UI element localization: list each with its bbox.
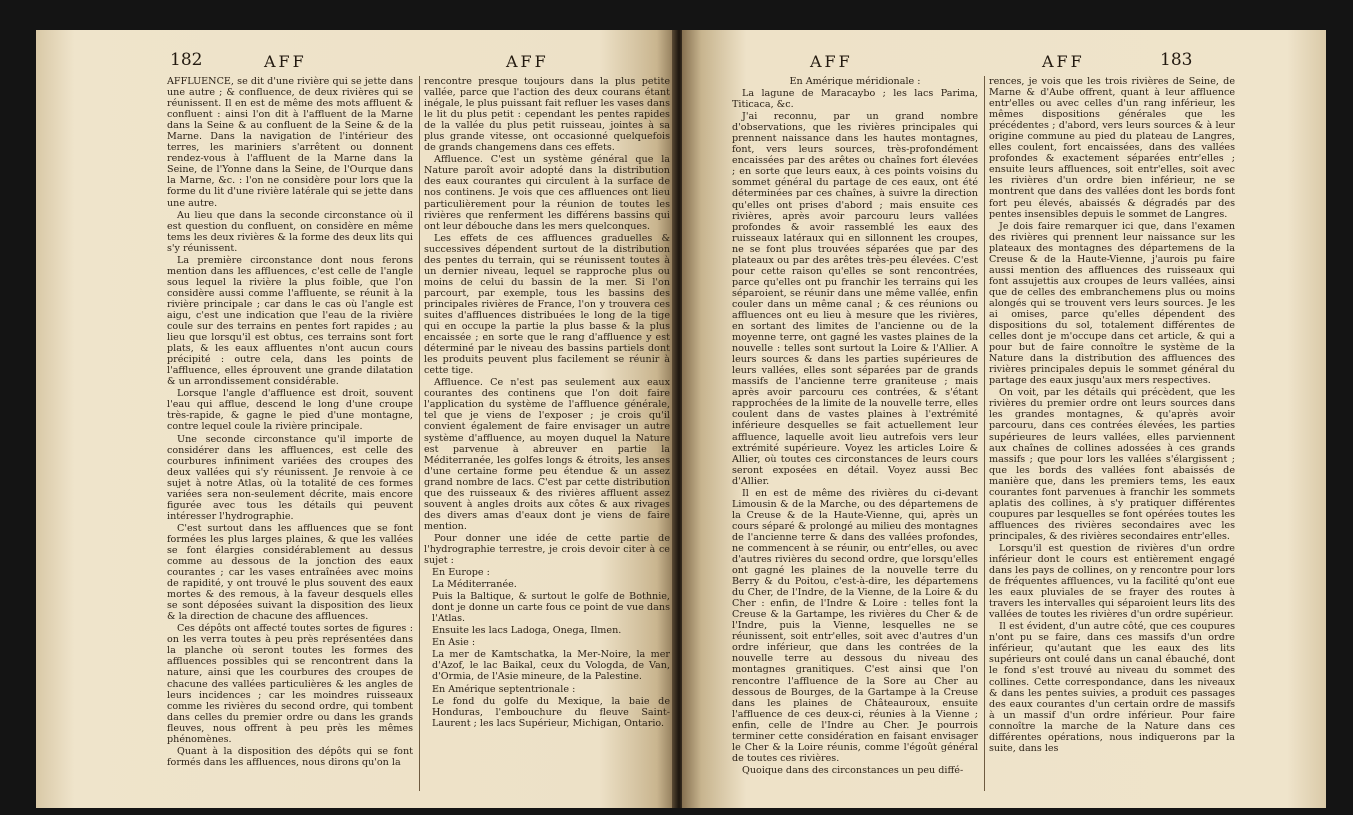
- left-page-column-1: [167, 76, 413, 769]
- running-head-left: AFF: [264, 52, 307, 71]
- paragraph: Quant à la disposition des dépôts qui se font formés dans les affluences, nous dirons qu'on la: [167, 745, 413, 768]
- paragraph: Affluence. C'est un système général que la Nature paroît avoir adopté dans la distribution des eaux courantes qui circulent à la surface de nos continens. Je vois que ces affluences ont lieu particulièrement pour la réunion de toutes les rivières que renferment les différens bassins qui ont leur débouche dans les mers quelconques.: [424, 154, 670, 232]
- paragraph: rencontre presque toujours dans la plus petite vallée, parce que l'action des deux courans étant inégale, le plus puissant fait refluer les vases dans le lit du plus petit : cependant les pentes rapides de la vallée du plus petit ruisseau, jointes à sa plus grande vitesse, ont occasionné quelquefois de grands changemens dans ces effets.: [424, 76, 670, 154]
- paragraph: Pour donner une idée de cette partie de l'hydrographie terrestre, je crois devoir citer à ce sujet :: [424, 532, 670, 567]
- column-rule: [984, 76, 985, 791]
- paragraph: Je dois faire remarquer ici que, dans l'examen des rivières qui prennent leur naissance sur les plateaux des montagnes des départemens de la Creuse & de la Haute-Vienne, j'aurois pu faire aussi mention des affluences des ruisseaux qui font assujettis aux croupes de leurs vallées, ainsi que de celles des embranchemens plus ou moins alongés qui se trouvent vers leurs sources. Je les ai omises, parce qu'elles dépendent des dispositions du sol, totalement différentes de celles dont je m'occupe dans cet article, & qui a pour but de faire connoître le système de la Nature dans la distribution des affluences des rivières principales depuis le sommet général du partage des eaux jusqu'aux mers respectives.: [989, 220, 1235, 387]
- paragraph: J'ai reconnu, par un grand nombre d'observations, que les rivières principales qui prennent naissance dans les hautes montagnes, font, vers leurs sources, très-profondément encaissées par des arêtes ou chaînes fort élevées ; en sorte que leurs eaux, à ces points voisins du sommet général du partage de ces eaux, ont été déterminées par ces chaînes, à suivre la direction qu'elles ont prises d'abord ; mais ensuite ces rivières, après avoir parcouru leurs vallées profondes & avoir rassemblé les eaux des ruisseaux latéraux qui en sillonnent les croupes, ne se font plus trouvées séparées que par des plateaux ou par des arêtes très-peu élevées. C'est pour cette raison qu'elles se sont rencontrées, parce qu'elles ont pu franchir les terrains qui les séparoient, se réunir dans une même vallée, enfin couler dans un même canal ; & ces réunions ou affluences ont eu lieu à mesure que les rivières, en sortant des limites de l'ancienne ou de la moyenne terre, ont gagné les vastes plaines de la nouvelle : telles sont surtout la Loire & l'Allier. A leurs sources & dans les parties supérieures de leurs vallées, elles sont séparées par de grands massifs de l'ancienne terre graniteuse ; mais après avoir parcouru ces contrées, & s'étant rapprochées de la limite de la nouvelle terre, elles coulent dans de vastes plaines à l'extrémité inférieure desquelles se fait actuellement leur affluence, laquelle avoit lieu autrefois vers leur extrémité supérieure. Voyez les articles Loire & Allier, où toutes ces circonstances de leurs cours seront exposées en détail. Voyez aussi Bec d'Allier.: [732, 111, 978, 487]
- list-item: Puis la Baltique, & surtout le golfe de Bothnie, dont je donne un carte fous ce point de vue dans l'Atlas.: [432, 591, 670, 625]
- paragraph: Ces dépôts ont affecté toutes sortes de figures : on les verra toutes à peu près représentées dans la planche où seront toutes les formes des affluences possibles qui se rencontrent dans la nature, ainsi que les courbures des croupes de chacune des vallées particulières & les angles de leurs incidences ; car les moindres ruisseaux comme les rivières du second ordre, qui tombent dans celles du premier ordre ou dans les grands fleuves, nous offrent à peu près les mêmes phénomènes.: [167, 623, 413, 745]
- paragraph: C'est surtout dans les affluences que se font formées les plus larges plaines, & que les vallées se font élargies considérablement au dessus comme au dessous de la jonction des eaux courantes ; car les vases entraînées avec moins de rapidité, y ont trouvé le plus souvent des eaux mortes & des remous, à la faveur desquels elles se sont déposées suivant la disposition des lieux & la direction de chacune des affluences.: [167, 522, 413, 623]
- paragraph: La lagune de Maracaybo ; les lacs Parima, Titicaca, &c.: [732, 88, 978, 111]
- paragraph: Au lieu que dans la seconde circonstance où il est question du confluent, on considère en même tems les deux rivières & la forme des deux lits qui s'y réunissent.: [167, 209, 413, 254]
- left-page-column-2: [424, 76, 670, 730]
- list-heading: En Asie :: [432, 637, 476, 649]
- list-item: La Méditerranée.: [432, 579, 517, 591]
- right-page-column-2: [989, 76, 1235, 755]
- paragraph: Il en est de même des rivières du ci-devant Limousin & de la Marche, ou des départemens de la Creuse & de la Haute-Vienne, qui, après un cours séparé & prolongé au milieu des montagnes de l'ancienne terre & dans des vallées profondes, ne commencent à se réunir, ou entr'elles, ou avec d'autres rivières du second ordre, que lorsqu'elles ont gagné les plaines de la nouvelle terre du Berry & du Poitou, c'est-à-dire, les départemens du Cher, de l'Indre, de la Vienne, de la Loire & du Cher : enfin, de l'Indre & Loire : telles font la Creuse & la Gartampe, les rivières du Cher & de l'Indre, puis la Vienne, lesquelles ne se réunissent, soit entr'elles, soit avec d'autres d'un ordre inférieur, que dans les contrées de la nouvelle terre au dessous du niveau des montagnes granitiques. C'est ainsi que l'on rencontre l'affluence de la Sore au Cher au dessous de Bourges, de la Gartampe à la Creuse dans les plaines de Châteauroux, ensuite l'affluence de ces deux-ci, réunies à la Vienne ; enfin, celle de l'Indre au Cher. Je pourrois terminer cette considération en faisant envisager le Cher & la Loire réunis, comme l'égoût général de toutes ces rivières.: [732, 487, 978, 764]
- paragraph: rences, je vois que les trois rivières de Seine, de Marne & d'Aube offrent, quant à leur affluence entr'elles ou avec celles d'un rang inférieur, les mêmes dispositions générales que les précédentes ; d'abord, vers leurs sources & à leur origine commune au pied du plateau de Langres, elles coulent, fort encaissées, dans des vallées profondes & exactement séparées entr'elles ; ensuite leurs affluences, soit entr'elles, soit avec les rivières d'un ordre bien inférieur, ne se montrent que dans des vallées dont les bords font fort peu élevés, abaissés & dégradés par des pentes insensibles depuis le sommet de Langres.: [989, 76, 1235, 220]
- list-heading: En Amérique septentrionale :: [432, 683, 576, 695]
- paragraph: Il est évident, d'un autre côté, que ces coupures n'ont pu se faire, dans ces massifs d'un ordre inférieur, qu'autant que les eaux des lits supérieurs ont coulé dans un canal ébauché, dont le fond s'est trouvé au niveau du sommet des collines. Cette correspondance, dans les niveaux & dans les pentes suivies, a produit ces passages des eaux courantes d'un certain ordre de massifs à un massif d'un ordre inférieur. Pour faire connoître la marche de la Nature dans ces différentes opérations, nous indiquerons par la suite, dans les: [989, 621, 1235, 754]
- paragraph: Une seconde circonstance qu'il importe de considérer dans les affluences, est celle des courbures infiniment variées des croupes des deux vallées qui s'y réunissent. Je renvoie à ce sujet à notre Atlas, où la totalité de ces formes variées sera non-seulement décrite, mais encore figurée avec tous les détails qui peuvent intéresser l'hydrographie.: [167, 433, 413, 522]
- paragraph: Lorsque l'angle d'affluence est droit, souvent l'eau qui afflue, descend le long d'une croupe très-rapide, & gagne le pied d'une montagne, contre lequel coule la rivière principale.: [167, 388, 413, 433]
- paragraph: On voit, par les détails qui précèdent, que les rivières du premier ordre ont leurs sources dans les grandes montagnes, & qu'après avoir parcouru, dans ces contrées élevées, les parties supérieures de leurs vallées, elles parviennent aux chaînes de collines adossées à ces grands massifs ; que pour lors les vallées s'élargissent ; que les bords des vallées font abaissés de manière que, dans les premiers tems, les eaux courantes font parvenues à franchir les sommets aplatis des collines, à s'y pratiquer différentes coupures par lesquelles se font opérées toutes les affluences des rivières secondaires avec les principales, & des rivières secondaires entr'elles.: [989, 387, 1235, 542]
- list-item: La mer de Kamtschatka, la Mer-Noire, la mer d'Azof, le lac Baikal, ceux du Vologda, de Van, d'Ormia, de l'Asie mineure, de la Palestine.: [432, 649, 670, 683]
- left-page: [36, 30, 676, 808]
- book-spread: [36, 30, 1326, 808]
- list-heading: En Amérique méridionale :: [789, 76, 921, 87]
- list-item: Le fond du golfe du Mexique, la baie de Honduras, l'embouchure du fleuve Saint-Laurent ; les lacs Supérieur, Michigan, Ontario.: [432, 695, 670, 729]
- page-number-left: 182: [170, 50, 203, 70]
- running-head-right-col1: AFF: [810, 52, 853, 71]
- list-item: Ensuite les lacs Ladoga, Onega, Ilmen.: [432, 625, 622, 637]
- running-head-right: AFF: [1042, 52, 1085, 71]
- right-page: [682, 30, 1326, 808]
- paragraph: Lorsqu'il est question de rivières d'un ordre inférieur dont le cours est entièrement engagé dans les pays de collines, on y rencontre pour lors de fréquentes affluences, vu la facilité qu'ont eue les eaux pluviales de se frayer des routes à travers les intervalles qui séparoient leurs lits des vallées de toutes les rivières d'un ordre supérieur.: [989, 542, 1235, 621]
- paragraph: AFFLUENCE, se dit d'une rivière qui se jette dans une autre ; & confluence, de deux rivières qui se réunissent. Il en est de même des mots affluent & confluent : ainsi l'on dit à l'affluent de la Marne dans la Seine & au confluent de la Seine & de la Marne. Dans la navigation de l'intérieur des terres, les mariniers s'arrêtent ou donnent rendez-vous à l'affluent de la Marne dans la Seine, de l'Yonne dans la Seine, de l'Ourque dans la Marne, &c. : l'on ne considère pour lors que la forme du lit d'une rivière latérale qui se jette dans une autre.: [167, 76, 413, 209]
- paragraph: La première circonstance dont nous ferons mention dans les affluences, c'est celle de l'angle sous lequel la rivière la plus foible, que l'on considère aussi comme l'affluente, se réunit à la rivière principale ; car dans le cas où l'angle est aigu, c'est une indication que l'eau de la rivière coule sur des terrains en pentes fort rapides ; au lieu que lorsqu'il est obtus, ces terrains sont fort plats, & les eaux affluentes n'ont aucun cours précipité : outre cela, dans les points de l'affluence, elles éprouvent une grande dilatation & un arrondissement considérable.: [167, 254, 413, 388]
- paragraph: Les effets de ces affluences graduelles & successives dépendent surtout de la distribution des pentes du terrain, qui se réunissent toutes à un dernier niveau, lequel se rapproche plus ou moins de celui du bassin de la mer. Si l'on parcourt, par exemple, tous les bassins des principales rivières de France, l'on y trouvera ces suites d'affluences distribuées le long de la tige qui en occupe la partie la plus basse & la plus encaissée ; en sorte que le rang d'affluence y est déterminé par le niveau des bassins partiels dont les produits peuvent plus facilement se réunir à cette tige.: [424, 232, 670, 377]
- page-number-right: 183: [1160, 50, 1193, 70]
- running-head-left-col2: AFF: [506, 52, 549, 71]
- right-page-column-1: [732, 76, 978, 777]
- paragraph: Quoique dans des circonstances un peu diffé-: [742, 764, 964, 776]
- paragraph: Affluence. Ce n'est pas seulement aux eaux courantes des continens que l'on doit faire l'application du système de l'affluence générale, tel que je viens de l'exposer ; je crois qu'il convient également de faire envisager un autre système d'affluence, au moyen duquel la Nature est parvenue à abreuver en partie la Méditerranée, les golfes longs & étroits, les anses d'une certaine forme peu étendue & un assez grand nombre de lacs. C'est par cette distribution que des ruisseaux & des rivières affluent assez souvent à angles droits aux côtes & aux rivages des divers amas d'eaux dont je viens de faire mention.: [424, 377, 670, 532]
- column-rule: [419, 76, 420, 791]
- list-heading: En Europe :: [432, 567, 490, 579]
